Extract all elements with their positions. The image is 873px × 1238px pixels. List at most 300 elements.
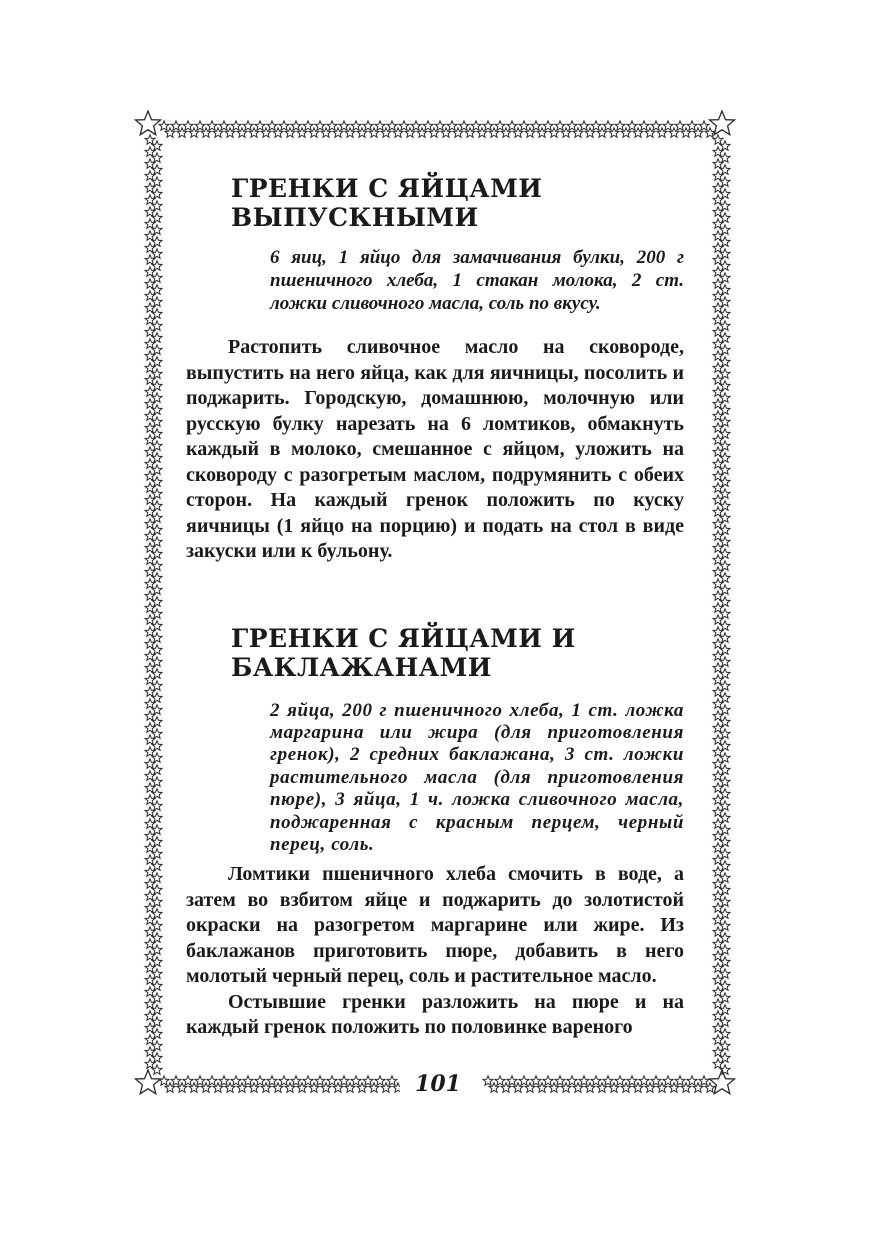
- star-icon: [720, 633, 730, 643]
- star-icon: [720, 381, 730, 391]
- star-icon: [713, 783, 723, 793]
- star-icon: [145, 699, 155, 709]
- star-icon: [351, 1076, 361, 1086]
- star-icon: [152, 789, 162, 799]
- star-icon: [720, 357, 730, 367]
- star-icon: [495, 121, 505, 131]
- star-icon: [720, 741, 730, 751]
- star-icon: [720, 1041, 730, 1051]
- star-icon: [713, 495, 723, 505]
- star-icon: [243, 1076, 253, 1086]
- star-icon: [145, 1035, 155, 1045]
- star-icon: [639, 121, 649, 131]
- star-icon: [507, 1076, 517, 1086]
- star-icon: [152, 609, 162, 619]
- star-icon: [720, 261, 730, 271]
- star-icon: [152, 1029, 162, 1039]
- star-icon: [713, 867, 723, 877]
- star-icon: [152, 261, 162, 271]
- star-icon: [720, 501, 730, 511]
- star-icon: [243, 121, 253, 131]
- star-icon: [291, 1076, 301, 1086]
- star-icon: [145, 639, 155, 649]
- star-icon: [152, 405, 162, 415]
- star-icon: [152, 417, 162, 427]
- star-icon: [145, 783, 155, 793]
- star-icon: [152, 585, 162, 595]
- recipe-text-2a: Ломтики пшеничного хлеба смочить в воде, а затем во взбитом яйце и поджарить до золотистой окраски на разогретом маргарине или жире. Из баклажанов приготовить пюре, добавить в него молотый черный перец, соль и растительное масло.: [186, 863, 684, 988]
- star-icon: [720, 573, 730, 583]
- star-icon: [145, 183, 155, 193]
- star-icon: [351, 121, 361, 131]
- star-icon: [713, 603, 723, 613]
- star-icon: [720, 369, 730, 379]
- star-icon: [145, 147, 155, 157]
- star-icon: [145, 375, 155, 385]
- star-icon: [145, 747, 155, 757]
- page-content: [186, 174, 684, 1041]
- star-icon: [507, 121, 517, 131]
- star-icon: [145, 171, 155, 181]
- star-icon: [159, 121, 169, 131]
- star-icon: [145, 219, 155, 229]
- star-icon: [145, 303, 155, 313]
- star-icon: [713, 207, 723, 217]
- star-icon: [720, 717, 730, 727]
- star-icon: [543, 121, 553, 131]
- star-icon: [145, 279, 155, 289]
- star-icon: [291, 121, 301, 131]
- star-icon: [152, 981, 162, 991]
- star-icon: [687, 1076, 697, 1086]
- star-icon: [720, 141, 730, 151]
- star-icon: [713, 735, 723, 745]
- star-icon: [145, 687, 155, 697]
- star-icon: [145, 675, 155, 685]
- star-icon: [720, 621, 730, 631]
- star-icon: [713, 315, 723, 325]
- star-icon: [471, 121, 481, 131]
- star-icon: [327, 121, 337, 131]
- star-icon: [687, 121, 697, 131]
- recipe-title-1: ГРЕНКИ С ЯЙЦАМИ ВЫПУСКНЫМИ: [231, 174, 543, 232]
- star-icon: [720, 477, 730, 487]
- star-icon: [152, 285, 162, 295]
- star-icon: [145, 579, 155, 589]
- star-icon: [152, 1017, 162, 1027]
- star-icon: [591, 1076, 601, 1086]
- star-icon: [713, 483, 723, 493]
- star-icon: [152, 177, 162, 187]
- star-icon: [713, 951, 723, 961]
- star-icon: [315, 1076, 325, 1086]
- star-icon: [303, 121, 313, 131]
- star-icon: [639, 1076, 649, 1086]
- star-icon: [399, 121, 409, 131]
- star-icon: [591, 121, 601, 131]
- star-icon: [713, 147, 723, 157]
- star-icon: [720, 429, 730, 439]
- star-icon: [720, 681, 730, 691]
- star-icon: [713, 303, 723, 313]
- star-icon: [713, 363, 723, 373]
- star-icon: [375, 121, 385, 131]
- star-icon: [145, 843, 155, 853]
- star-icon: [720, 669, 730, 679]
- star-icon: [171, 1076, 181, 1086]
- star-icon: [152, 705, 162, 715]
- star-icon: [713, 627, 723, 637]
- star-icon: [207, 121, 217, 131]
- star-icon: [145, 819, 155, 829]
- star-icon: [145, 423, 155, 433]
- star-icon: [713, 903, 723, 913]
- star-icon: [145, 543, 155, 553]
- star-icon: [713, 879, 723, 889]
- star-icon: [713, 663, 723, 673]
- star-icon: [183, 1076, 193, 1086]
- star-icon: [145, 963, 155, 973]
- star-icon: [145, 939, 155, 949]
- star-icon: [152, 549, 162, 559]
- star-icon: [663, 121, 673, 131]
- star-icon: [720, 645, 730, 655]
- star-icon: [713, 543, 723, 553]
- star-icon: [279, 1076, 289, 1086]
- star-icon: [713, 279, 723, 289]
- star-icon: [720, 1017, 730, 1027]
- star-icon: [713, 939, 723, 949]
- star-icon: [720, 513, 730, 523]
- star-icon: [152, 537, 162, 547]
- star-icon: [720, 777, 730, 787]
- star-icon: [267, 121, 277, 131]
- star-icon: [152, 849, 162, 859]
- star-icon: [145, 855, 155, 865]
- star-icon: [675, 1076, 685, 1086]
- star-icon: [713, 159, 723, 169]
- star-icon: [519, 1076, 529, 1086]
- star-icon: [555, 1076, 565, 1086]
- star-icon: [145, 255, 155, 264]
- star-icon: [720, 969, 730, 979]
- star-icon: [720, 225, 730, 235]
- star-icon: [145, 987, 155, 997]
- star-icon: [152, 681, 162, 691]
- star-icon: [720, 957, 730, 967]
- star-icon: [145, 759, 155, 769]
- star-icon: [145, 651, 155, 661]
- star-icon: [145, 1047, 155, 1057]
- star-icon: [483, 1076, 493, 1086]
- ingredients-list-1: 6 яиц, 1 яйцо для замачивания булки, 200 г пшеничного хлеба, 1 стакан молока, 2 ст. ложки сливочного масла, соль по вкусу.: [270, 247, 684, 314]
- star-icon: [152, 837, 162, 847]
- star-icon: [713, 915, 723, 925]
- star-icon: [720, 561, 730, 571]
- star-icon: [375, 1076, 385, 1086]
- star-icon: [720, 789, 730, 799]
- star-icon: [720, 585, 730, 595]
- star-icon: [387, 121, 397, 131]
- star-icon: [713, 831, 723, 841]
- star-icon: [145, 243, 155, 253]
- star-icon: [615, 121, 625, 131]
- star-icon: [145, 471, 155, 481]
- star-icon: [713, 135, 723, 145]
- star-icon: [713, 387, 723, 397]
- star-icon: [720, 981, 730, 991]
- star-icon: [152, 477, 162, 487]
- star-icon: [720, 729, 730, 739]
- star-icon: [459, 121, 469, 131]
- star-icon: [145, 1011, 155, 1021]
- star-icon: [145, 891, 155, 901]
- star-icon: [387, 1076, 397, 1086]
- star-icon: [145, 447, 155, 457]
- star-icon: [195, 121, 205, 131]
- star-icon: [145, 519, 155, 529]
- star-icon: [145, 315, 155, 325]
- page-number: 101: [400, 1066, 476, 1102]
- star-icon: [152, 1053, 162, 1063]
- star-icon: [720, 993, 730, 1003]
- star-icon: [152, 309, 162, 319]
- star-icon: [720, 297, 730, 307]
- star-icon: [145, 399, 155, 409]
- star-icon: [713, 447, 723, 457]
- star-icon: [720, 177, 730, 187]
- star-icon: [720, 609, 730, 619]
- star-icon: [145, 387, 155, 397]
- star-icon: [145, 627, 155, 637]
- star-icon: [152, 225, 162, 235]
- star-icon: [231, 1076, 241, 1086]
- star-icon: [145, 411, 155, 421]
- star-icon: [145, 483, 155, 493]
- star-icon: [720, 909, 730, 919]
- star-icon: [152, 801, 162, 811]
- star-icon: [720, 285, 730, 295]
- star-icon: [713, 471, 723, 481]
- star-icon: [713, 555, 723, 565]
- star-icon: [713, 795, 723, 805]
- star-icon: [145, 867, 155, 877]
- star-icon: [713, 375, 723, 385]
- ingredients-list-2: 2 яйца, 200 г пшеничного хлеба, 1 ст. ложка маргарина или жира (для приготовления гренок), 2 средних баклажана, 3 ст. ложки растительного масла (для приготовления пюре), 3 яйца, 1 ч. ложка сливочного масла, поджаренная с красным перцем, черный перец, соль.: [270, 699, 684, 855]
- star-icon: [720, 213, 730, 223]
- star-icon: [720, 825, 730, 835]
- star-icon: [713, 591, 723, 601]
- star-icon: [145, 1059, 155, 1069]
- star-icon: [152, 669, 162, 679]
- star-icon: [145, 339, 155, 349]
- star-icon: [627, 1076, 637, 1086]
- star-icon: [447, 121, 457, 131]
- star-icon: [145, 795, 155, 805]
- star-icon: [145, 951, 155, 961]
- star-icon: [720, 945, 730, 955]
- star-icon: [713, 987, 723, 997]
- star-icon: [531, 1076, 541, 1086]
- star-icon: [615, 1076, 625, 1086]
- star-icon: [152, 237, 162, 247]
- star-icon: [713, 639, 723, 649]
- star-icon: [713, 711, 723, 721]
- star-icon: [627, 121, 637, 131]
- star-icon: [720, 813, 730, 823]
- star-icon: [713, 351, 723, 361]
- star-icon: [152, 633, 162, 643]
- star-icon: [363, 1076, 373, 1086]
- star-icon: [720, 153, 730, 163]
- star-icon: [720, 1005, 730, 1015]
- star-icon: [152, 333, 162, 343]
- star-icon: [713, 1035, 723, 1045]
- star-icon: [713, 411, 723, 421]
- star-icon: [152, 993, 162, 1003]
- recipe-text-2b: Остывшие гренки разложить на пюре и на каждый гренок положить по половинке вареного: [186, 990, 684, 1039]
- star-icon: [713, 747, 723, 757]
- star-icon: [152, 693, 162, 703]
- corner-star-icon: [136, 1070, 161, 1094]
- star-icon: [675, 121, 685, 131]
- star-icon: [713, 291, 723, 301]
- star-icon: [720, 237, 730, 247]
- star-icon: [152, 489, 162, 499]
- star-icon: [720, 345, 730, 355]
- star-icon: [152, 957, 162, 967]
- star-icon: [720, 165, 730, 175]
- star-icon: [720, 873, 730, 883]
- recipe-text-1: Растопить сливочное масло на сковороде, выпустить на него яйца, как для яичницы, посолить и поджарить. Городскую, домашнюю, молочную или русскую булку нарезать на 6 ломтиков, обмакнуть каждый в молоко, смешанное с яйцом, уложить на сковороду с разогретым маслом, подрумянить с обеих сторон. На каждый гренок положить по куску яичницы (1 яйцо на порцию) и подать на стол в виде закуски или к бульону.: [186, 336, 684, 562]
- star-icon: [152, 525, 162, 535]
- star-icon: [152, 465, 162, 475]
- star-icon: [713, 231, 723, 241]
- star-icon: [145, 1023, 155, 1033]
- star-icon: [720, 861, 730, 871]
- star-icon: [713, 771, 723, 781]
- star-icon: [152, 201, 162, 211]
- star-icon: [713, 399, 723, 409]
- star-icon: [152, 813, 162, 823]
- star-icon: [152, 873, 162, 883]
- star-icon: [713, 219, 723, 229]
- star-icon: [720, 537, 730, 547]
- star-icon: [713, 519, 723, 529]
- star-icon: [531, 121, 541, 131]
- star-icon: [579, 121, 589, 131]
- star-icon: [339, 1076, 349, 1086]
- star-icon: [713, 963, 723, 973]
- star-icon: [207, 1076, 217, 1086]
- star-icon: [152, 1005, 162, 1015]
- star-icon: [651, 121, 661, 131]
- star-icon: [152, 933, 162, 943]
- star-icon: [152, 885, 162, 895]
- star-icon: [720, 405, 730, 415]
- star-icon: [152, 945, 162, 955]
- star-icon: [145, 195, 155, 205]
- star-icon: [720, 549, 730, 559]
- star-icon: [152, 141, 162, 151]
- star-icon: [231, 121, 241, 131]
- star-icon: [145, 735, 155, 745]
- star-icon: [145, 771, 155, 781]
- star-icon: [145, 903, 155, 913]
- star-icon: [145, 831, 155, 841]
- star-icon: [713, 699, 723, 709]
- star-icon: [713, 267, 723, 277]
- star-icon: [152, 441, 162, 451]
- star-icon: [327, 1076, 337, 1086]
- star-icon: [713, 1011, 723, 1021]
- star-icon: [713, 531, 723, 541]
- star-icon: [713, 615, 723, 625]
- star-icon: [152, 453, 162, 463]
- star-icon: [720, 849, 730, 859]
- star-icon: [651, 1076, 661, 1086]
- star-icon: [699, 1076, 709, 1086]
- star-icon: [219, 121, 229, 131]
- star-icon: [145, 975, 155, 985]
- star-icon: [152, 1041, 162, 1051]
- star-icon: [720, 489, 730, 499]
- star-icon: [720, 837, 730, 847]
- recipe-title-2: ГРЕНКИ С ЯЙЦАМИ И БАКЛАЖАНАМИ: [231, 623, 576, 682]
- star-icon: [152, 921, 162, 931]
- star-icon: [152, 765, 162, 775]
- star-icon: [145, 459, 155, 469]
- star-icon: [720, 393, 730, 403]
- star-icon: [159, 1076, 169, 1086]
- star-icon: [152, 597, 162, 607]
- star-icon: [267, 1076, 277, 1086]
- star-icon: [435, 121, 445, 131]
- star-icon: [555, 121, 565, 131]
- star-icon: [713, 819, 723, 829]
- star-icon: [423, 121, 433, 131]
- star-icon: [145, 723, 155, 733]
- star-icon: [713, 651, 723, 661]
- star-icon: [543, 1076, 553, 1086]
- star-icon: [713, 459, 723, 469]
- star-icon: [713, 423, 723, 433]
- star-icon: [152, 741, 162, 751]
- star-icon: [713, 891, 723, 901]
- star-icon: [152, 561, 162, 571]
- star-icon: [713, 975, 723, 985]
- star-icon: [713, 183, 723, 193]
- star-icon: [713, 687, 723, 697]
- star-icon: [713, 759, 723, 769]
- star-icon: [145, 567, 155, 577]
- star-icon: [315, 121, 325, 131]
- star-icon: [145, 615, 155, 625]
- star-icon: [603, 1076, 613, 1086]
- star-icon: [339, 121, 349, 131]
- star-icon: [699, 121, 709, 131]
- star-icon: [152, 513, 162, 523]
- star-icon: [720, 417, 730, 427]
- star-icon: [219, 1076, 229, 1086]
- star-icon: [152, 213, 162, 223]
- star-icon: [720, 201, 730, 211]
- star-icon: [152, 357, 162, 367]
- star-icon: [152, 393, 162, 403]
- star-icon: [713, 999, 723, 1009]
- star-icon: [713, 435, 723, 445]
- star-icon: [713, 1047, 723, 1057]
